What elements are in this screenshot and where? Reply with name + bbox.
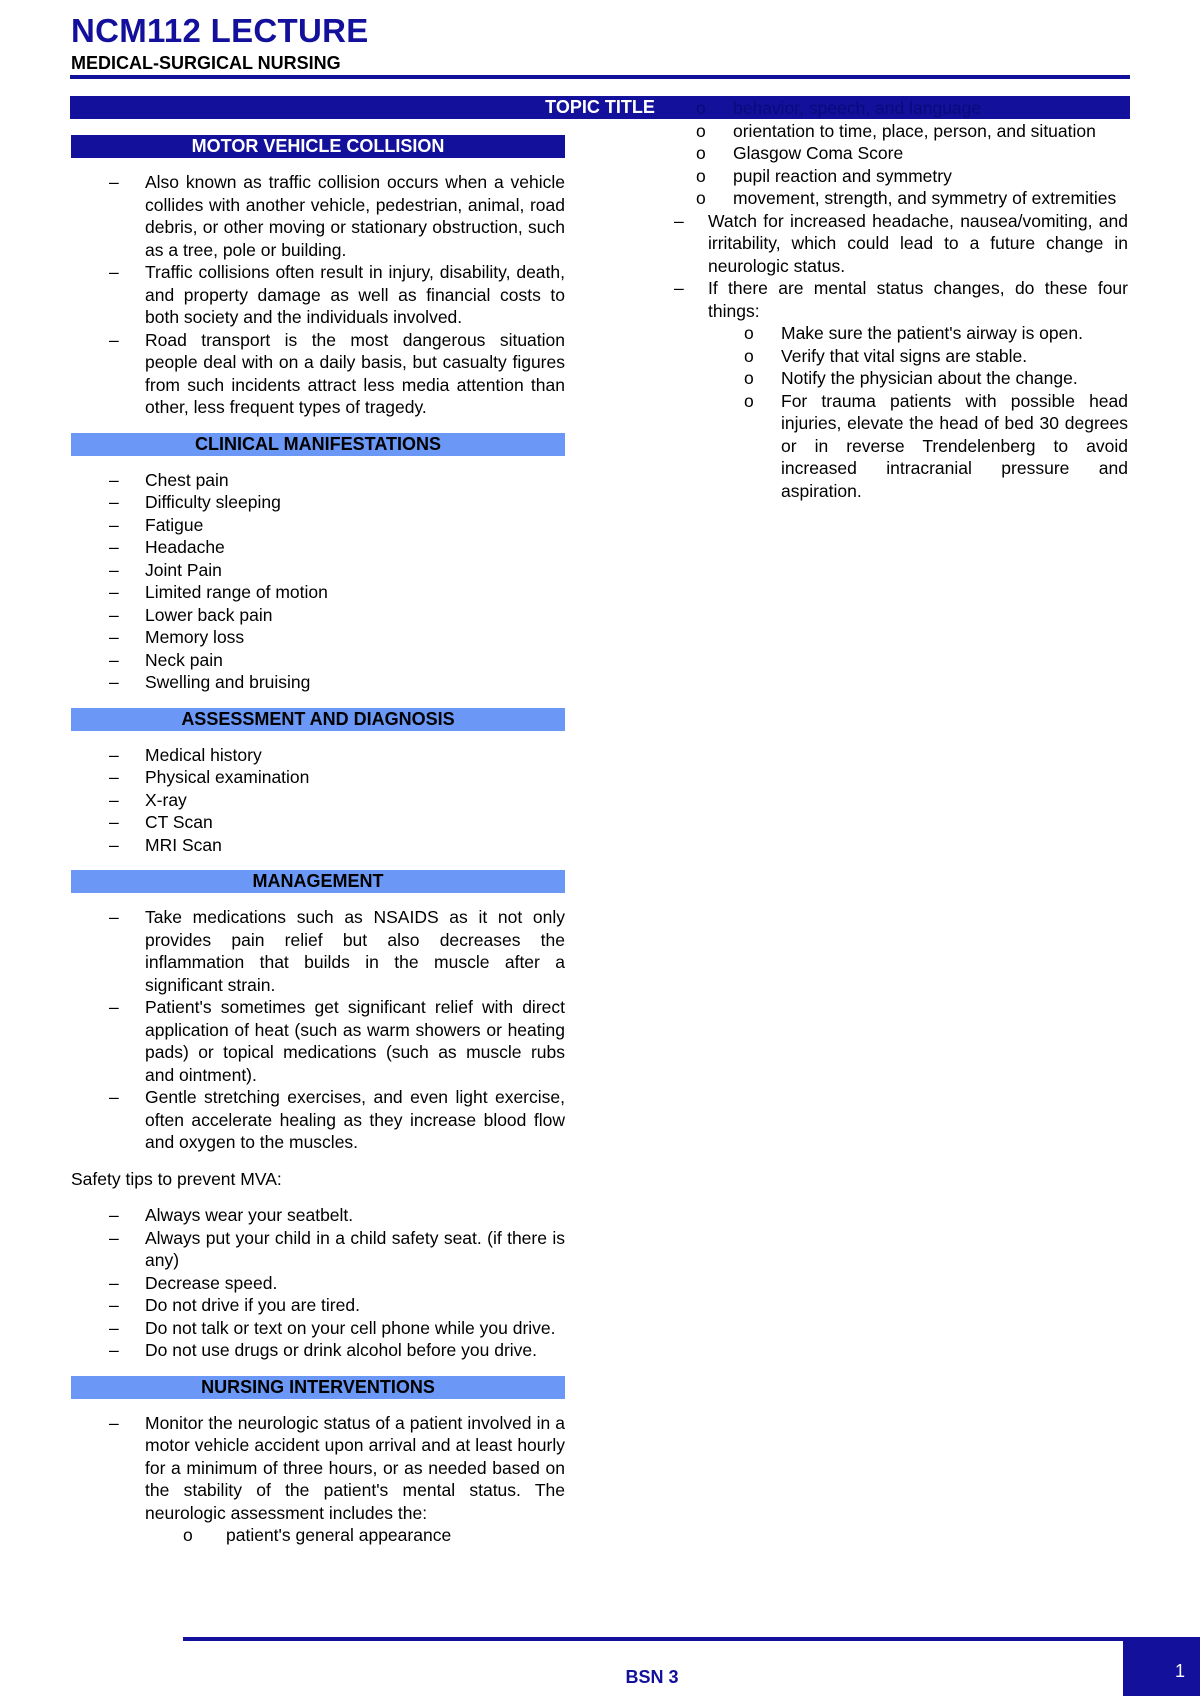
list-item: o Notify the physician about the change.: [660, 367, 1128, 390]
neuro-assessment-list-start: [71, 1524, 565, 1547]
safety-tips-intro: Safety tips to prevent MVA:: [71, 1168, 282, 1189]
list-item: – Lower back pain: [71, 604, 565, 627]
list-item: [71, 1412, 565, 1525]
list-item: o For trauma patients with possible head injuries, elevate the head of bed 30 degrees or in reverse Trendelenberg to avoid increased intracranial pressure and aspiration.: [660, 390, 1128, 503]
left-column: [71, 135, 565, 1547]
list-item: – Chest pain: [71, 469, 565, 492]
list-item: – Difficulty sleeping: [71, 491, 565, 514]
list-item: o Glasgow Coma Score: [612, 142, 1128, 165]
document-subtitle: MEDICAL-SURGICAL NURSING: [71, 53, 341, 73]
right-column: [660, 97, 1128, 502]
footer-label: BSN 3: [625, 1667, 679, 1687]
list-item: – Fatigue: [71, 514, 565, 537]
section-heading-mvc: MOTOR VEHICLE COLLISION: [71, 135, 565, 158]
list-item: – X-ray: [71, 789, 565, 812]
list-item: – Always put your child in a child safety seat. (if there is any): [71, 1227, 565, 1272]
page-number: 1: [1174, 1661, 1185, 1681]
mental-change-text: If there are mental status changes, do these four things:: [708, 278, 1128, 321]
four-things-list: [660, 322, 1128, 502]
clinical-list: [71, 469, 565, 694]
mvc-list: [71, 171, 565, 419]
list-item: o movement, strength, and symmetry of extremities: [612, 187, 1128, 210]
list-item: – Neck pain: [71, 649, 565, 672]
list-item: – MRI Scan: [71, 834, 565, 857]
section-heading-clinical: CLINICAL MANIFESTATIONS: [71, 433, 565, 456]
neuro-assessment-list-continued: [612, 97, 1128, 210]
list-item: o pupil reaction and symmetry: [612, 165, 1128, 188]
list-item: – Also known as traffic collision occurs when a vehicle collides with another vehicle, pedestrian, animal, road debris, or other moving or stationary obstruction, such as a tree, pole or building.: [71, 171, 565, 261]
list-item: – Watch for increased headache, nausea/vomiting, and irritability, which could lead to a future change in neurologic status.: [660, 210, 1128, 278]
list-item: o Verify that vital signs are stable.: [660, 345, 1128, 368]
safety-tips-list: [71, 1204, 565, 1362]
list-item: [660, 277, 1128, 322]
list-item: – Swelling and bruising: [71, 671, 565, 694]
list-item: – Road transport is the most dangerous situation people deal with on a daily basis, but casualty figures from such incidents attract less media attention than other, less frequent types of tragedy.: [71, 329, 565, 419]
nursing-list-continued: [660, 210, 1128, 323]
list-item: – Patient's sometimes get significant relief with direct application of heat (such as warm showers or heating pads) or topical medications (such as muscle rubs and ointment).: [71, 996, 565, 1086]
list-item: – Do not talk or text on your cell phone while you drive.: [71, 1317, 565, 1340]
list-item: – Headache: [71, 536, 565, 559]
document-title: NCM112 LECTURE: [71, 12, 369, 49]
monitor-text: Monitor the neurologic status of a patient involved in a motor vehicle accident upon arrival and at least hourly for a minimum of three hours, or as needed based on the stability of the patient's mental status. The neurologic assessment includes the:: [145, 1412, 565, 1523]
section-heading-management: MANAGEMENT: [71, 870, 565, 893]
header-divider: [70, 75, 1130, 79]
list-item: o behavior, speech, and language: [612, 97, 1128, 120]
list-item: – Always wear your seatbelt.: [71, 1204, 565, 1227]
list-item: o patient's general appearance: [71, 1524, 565, 1547]
list-item: – Memory loss: [71, 626, 565, 649]
list-item: – Medical history: [71, 744, 565, 767]
management-list: [71, 906, 565, 1154]
list-item: o Make sure the patient's airway is open.: [660, 322, 1128, 345]
nursing-list: [71, 1412, 565, 1525]
list-item: – Do not drive if you are tired.: [71, 1294, 565, 1317]
footer-divider: [183, 1637, 1123, 1641]
section-heading-nursing: NURSING INTERVENTIONS: [71, 1376, 565, 1399]
list-item: – Do not use drugs or drink alcohol before you drive.: [71, 1339, 565, 1362]
list-item: o orientation to time, place, person, and situation: [612, 120, 1128, 143]
list-item: – Limited range of motion: [71, 581, 565, 604]
list-item: – Decrease speed.: [71, 1272, 565, 1295]
assessment-list: [71, 744, 565, 857]
list-item: – Take medications such as NSAIDS as it not only provides pain relief but also decreases the inflammation that builds in the muscle after a significant strain.: [71, 906, 565, 996]
topic-title: TOPIC TITLE: [545, 97, 655, 117]
list-item: – Joint Pain: [71, 559, 565, 582]
section-heading-assessment: ASSESSMENT AND DIAGNOSIS: [71, 708, 565, 731]
list-item: – CT Scan: [71, 811, 565, 834]
list-item: – Traffic collisions often result in injury, disability, death, and property damage as well as financial costs to both society and the individuals involved.: [71, 261, 565, 329]
list-item: – Physical examination: [71, 766, 565, 789]
list-item: – Gentle stretching exercises, and even light exercise, often accelerate healing as they increase blood flow and oxygen to the muscles.: [71, 1086, 565, 1154]
